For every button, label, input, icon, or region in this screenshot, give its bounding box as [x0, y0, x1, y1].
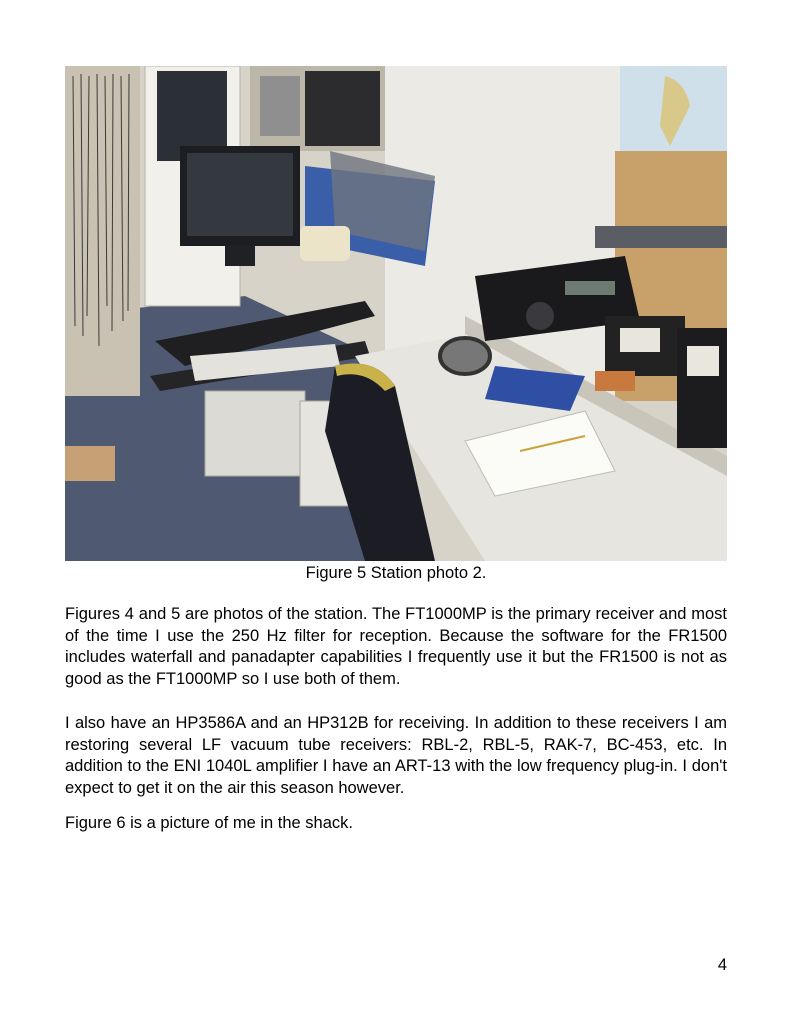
figure-caption: Figure 5 Station photo 2.	[305, 564, 487, 582]
page-number: 4	[717, 956, 727, 974]
paragraph-1: Figures 4 and 5 are photos of the station. The FT1000MP is the primary receiver and most of the time I use the 250 Hz filter for reception. Because the software for the FR1500 includes waterfall and panadapter capabilities I frequently use it but the FR1500 is not as good as the FT1000MP so I use both of them.	[65, 605, 727, 688]
paragraph-2: I also have an HP3586A and an HP312B for receiving. In addition to these receivers I am restoring several LF vacuum tube receivers: RBL-2, RBL-5, RAK-7, BC-453, etc. In addition to the ENI 1040L amplifier I have an ART-13 with the low frequency plug-in. I don't expect to get it on the air this season however.	[65, 714, 727, 797]
paragraph-3: Figure 6 is a picture of me in the shack.	[65, 814, 353, 832]
station-photo	[65, 66, 727, 561]
